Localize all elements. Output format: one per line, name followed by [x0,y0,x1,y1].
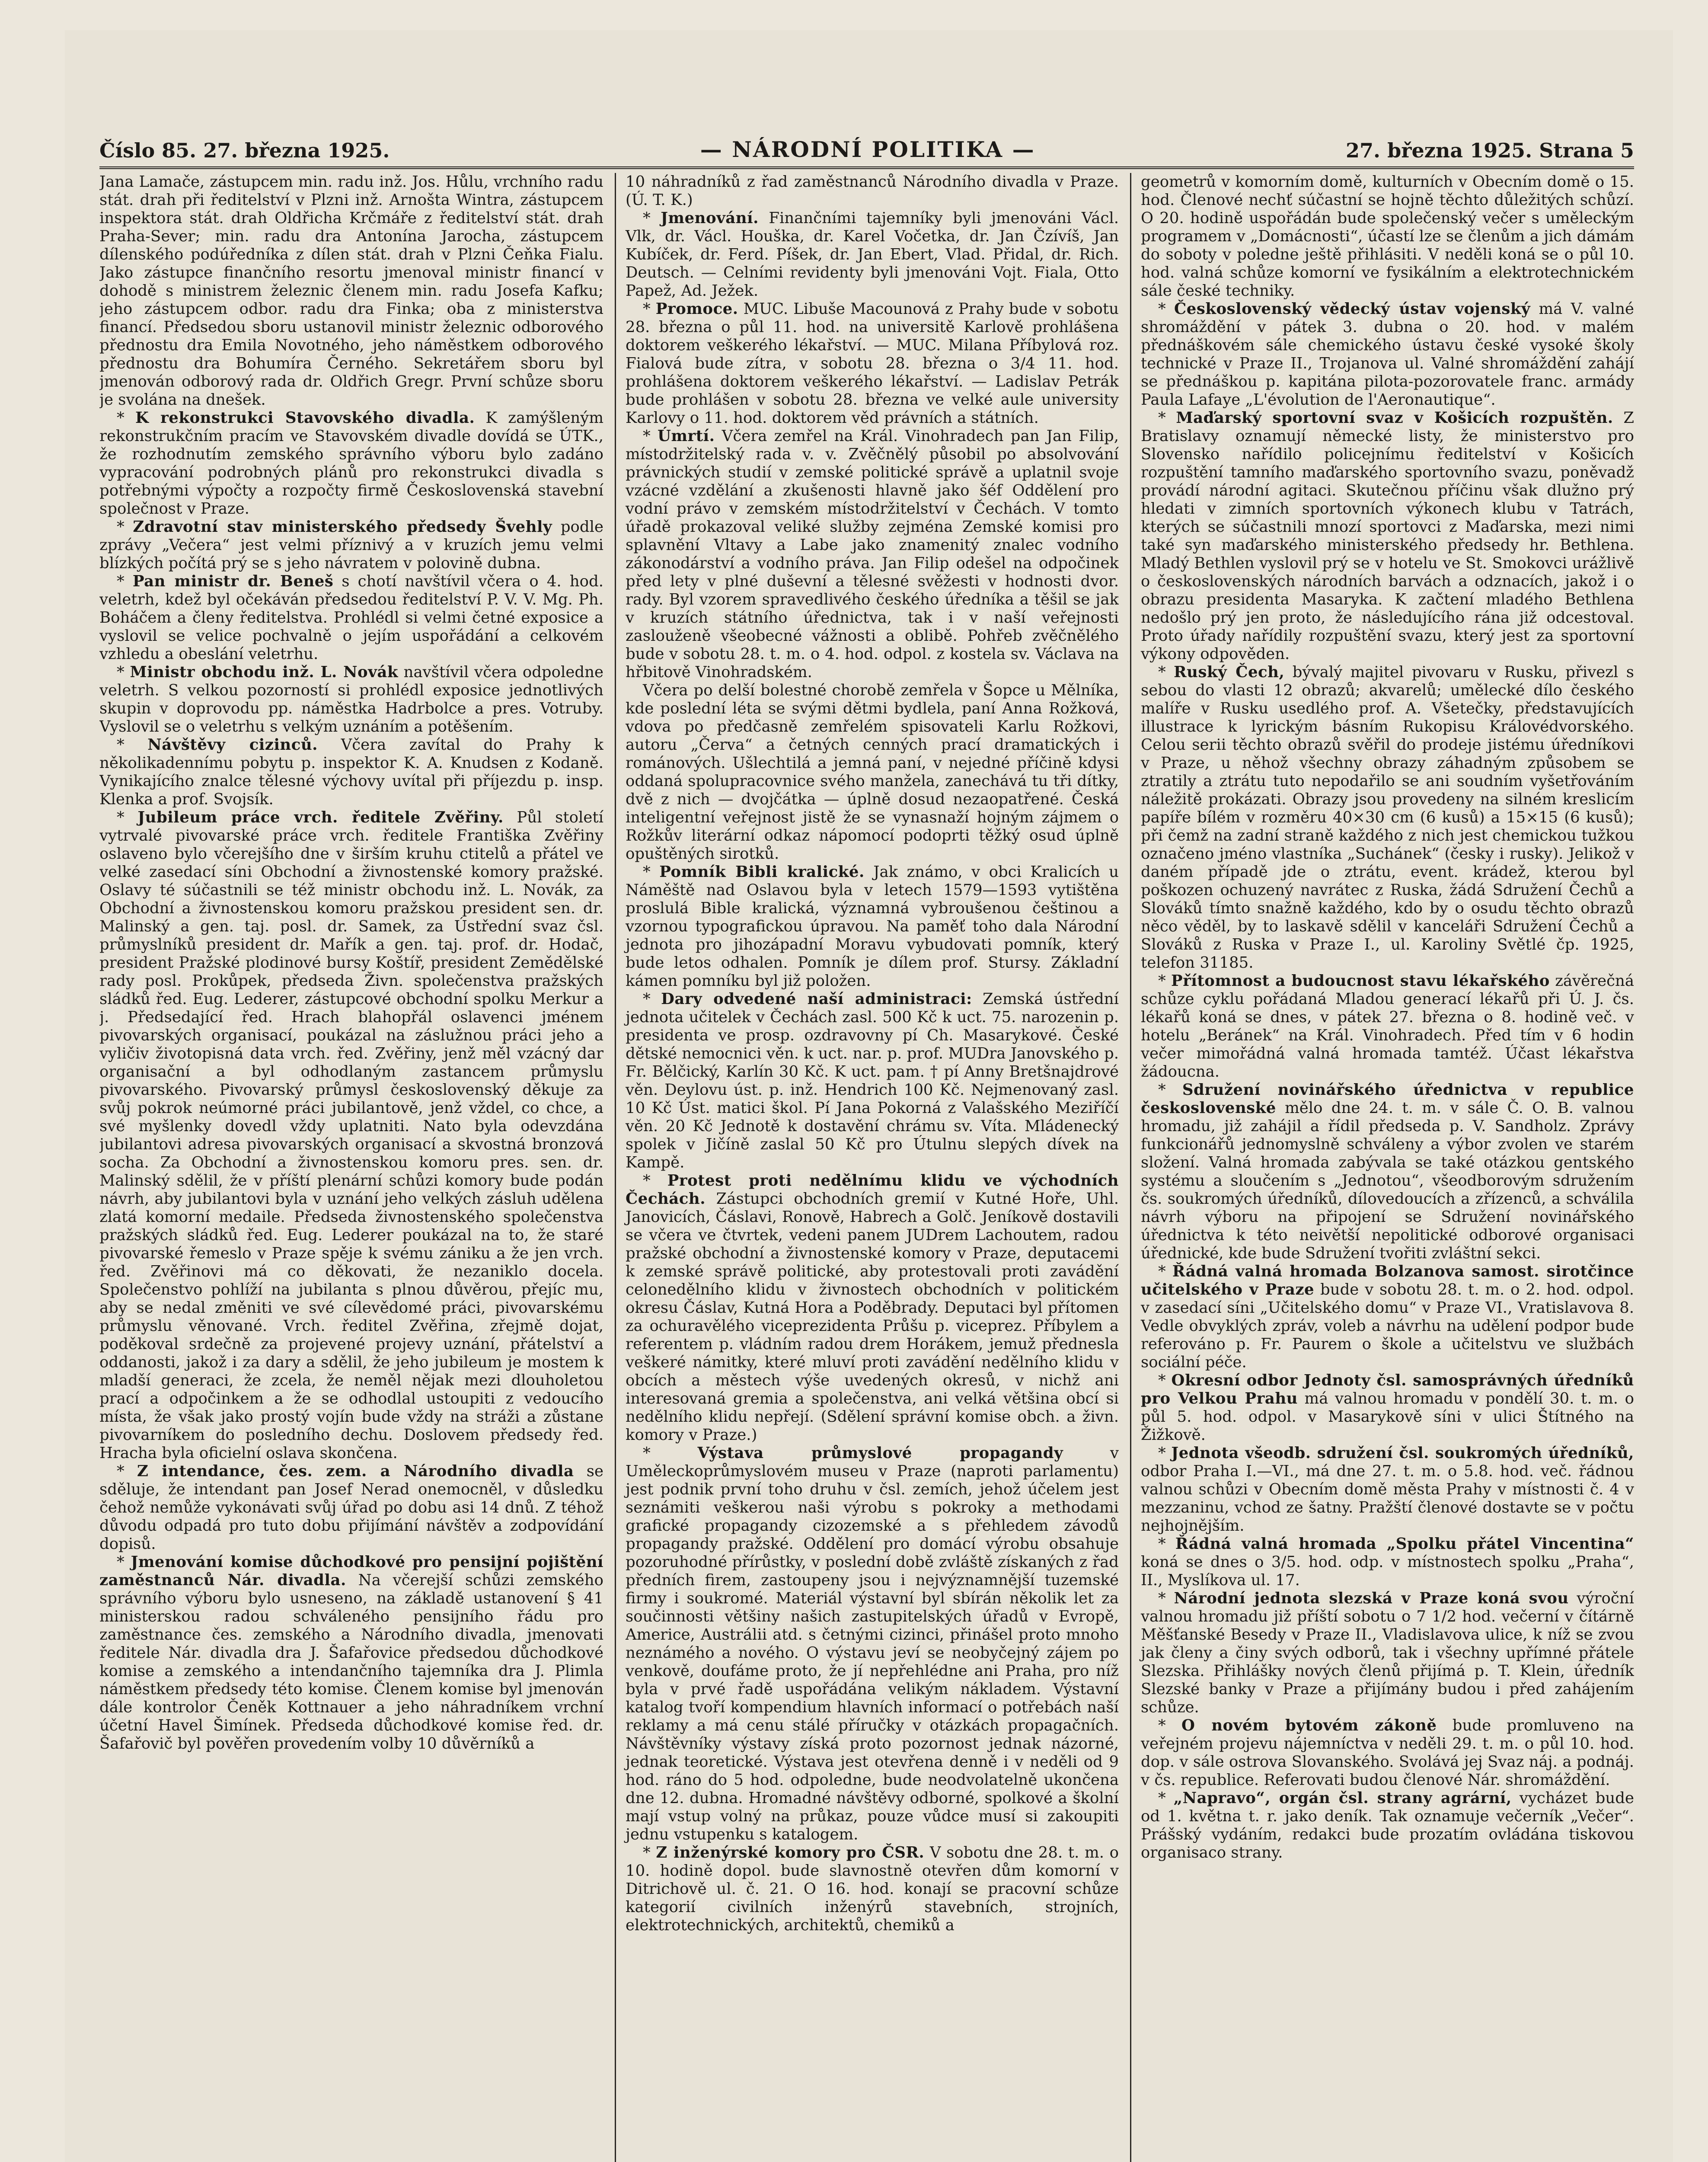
news-item-heading: Československý vědecký ústav vojenský [1174,300,1531,318]
news-item-heading: Ministr obchodu inž. L. Novák [130,663,398,681]
news-item-heading: Návštěvy cizinců. [147,736,318,754]
news-item-heading: Maďarský sportovní svaz v Košicích rozpuštěn. [1176,409,1613,427]
news-item: * Československý vědecký ústav vojenský má V. valné shromáždění v pátek 3. dubna o 20. hod. v malém přednáškovém sále chemického ústavu české vysoké školy technické v Praze II., Trojanova ul. Valné shromáždění zahájí se přednáškou p. kapitána pilota-pozorovatele franc. armády Paula Lafaye „L'évolution de l'Aeronautique“. [1141,300,1634,409]
news-item-text: vycházet bude od 1. května t. r. jako deník. Tak oznamuje večerník „Večer“. Prášský vydáním, redakci bude prozatím ovládána tiskovou organisaco strany. [1141,1789,1634,1861]
news-item-text: K zamýšleným rekonstrukčním pracím ve Stavovském divadle dovídá se ÚTK., že rozhodnutím zemského správního výboru bylo zadáno vypracování podrobných plánů pro rekonstrukci divadla s potřebnými výpočty a rozpočty firmě Československá stavební společnost v Praze. [99,409,603,518]
news-item: * Přítomnost a budoucnost stavu lékařského závěrečná schůze cyklu pořádaná Mladou generací lékařů při Ú. J. čs. lékařů koná se dnes, v pátek 27. března o 8. hodině več. v hotelu „Beránek“ na Král. Vinohradech. Před tím v 6 hodin večer mimořádná valná hromada tamtéž. Účast lékařstva žádoucna. [1141,972,1634,1081]
news-item: * Jubileum práce vrch. ředitele Zvěřiny. Půl století vytrvalé pivovarské práce vrch. ředitele Františka Zvěřiny oslaveno bylo včerejšího dne v širším kruhu ctitelů a přátel ve velké zasedací síni Obchodní a živnostenské komory pražské. Oslavy té súčastnili se též ministr obchodu inž. L. Novák, za Obchodní a živnostenskou komoru pražskou president sen. dr. Malinský a gen. taj. posl. dr. Samek, za Ústřední svaz čsl. průmyslníků president dr. Mařík a gen. taj. prof. dr. Hodač, president Pražské plodinové bursy Koštíř, president Zemědělské rady posl. Prokůpek, předseda Živn. společenstva pražských sládků řed. Eug. Lederer, zástupcové obchodní spolku Merkur a j. Předsedající řed. Hrach blahopřál oslavenci jménem pivovarských organisací, poukázal na záslužnou práci jeho a vyličiv životopisná data vrch. řed. Zvěřiny, jenž měl vzácný dar organisační a byl odhodlaným zastancem průmyslu pivovarského. Pivovarský průmysl československý děkuje za svůj pokrok neúmorné práci jubilantově, jenž vždel, co chce, a své myšlenky dovedl vždy uplatniti. Nato byla odevzdána jubilantovi adresa pivovarských organisací a skvostná bronzová socha. Za Obchodní a živnostenskou komoru pres. sen. dr. Malinský sdělil, že v příští plenární schůzi komory bude podán návrh, aby jubilantovi byla v uznání jeho velkých zásluh udělena zlatá komorní medaile. Předseda živnostenského společenstva pražských sládků řed. Eug. Lederer poukázal na to, že staré pivovarské řemeslo v Praze spěje k svému zániku a že jen vrch. řed. Zvěřinovi má co děkovati, že nezaniklo docela. Společenstvo pohlíží na jubilanta s plnou důvěrou, přejíc mu, aby se nedal změniti ve své cílevědomé práci, pivovarskému průmyslu věnované. Vrch. ředitel Zvěřina, zřejmě dojat, poděkoval srdečně za projevené projevy uznání, přátelství a oddanosti, jakož i za dary a sdělil, že jeho jubileum je mostem k mladší generaci, že zcela, že neměl nějak mezi dlouholetou prací a odpočinkem a že se odhodlal ustoupiti z vedoucího místa, že však jako prostý vojín bude vždy na stráži a zůstane pivovarníkem do posledního dechu. Doslovem předsedy řed. Hracha byla oficielní oslava skončena. [99,809,603,1462]
news-item-text: Včera po delší bolestné chorobě zemřela v Šopce u Mělníka, kde poslední léta se svými dětmi bydlela, paní Anna Rožková, vdova po předčasně zemřelém spisovateli Karlu Rožkovi, autoru „Červa“ a četných cenných prací dramatických i románových. Ušlechtilá a jemná paní, v nejedné příčině kdysi oddaná spolupracovnice svého manžela, zanechává tu tři dítky, dvě z nich — dvojčátka — úplně dosud nezaopatřené. Česká inteligentní veřejnost jistě že se vynasnaží hojným zájmem o Rožkův literární odkaz nápomocí podoprti těžký osud úplně opuštěných sirotků. [626,681,1119,863]
news-item: * O novém bytovém zákoně bude promluveno na veřejném projevu nájemníctva v neděli 29. t. m. o půl 10. hod. dop. v sále ostrova Slovanského. Svolává jej Svaz náj. a podnáj. v čs. republice. Referovati budou členové Nár. shromáždění. [1141,1717,1634,1789]
news-item-heading: Sdružení novinářského úřednictva v republice československé [1141,1081,1634,1117]
news-item: * Úmrtí. Včera zemřel na Král. Vinohradech pan Jan Filip, místodržitelský rada v. v. Zvěčnělý působil po absolvování právnických studií v zemské politické správě a uplatnil svoje vzácné vzdělání a zkušenosti hlavně jako šéf Oddělení pro vodní právo v zemském místodržitelství v Čechách. V tomto úřadě prokazoval veliké služby zejména Zemské komisi pro splavnění Vltavy a Labe jako znamenitý znalec vodního zákonodárství a vodního práva. Jan Filip odešel na odpočinek před lety v plné duševní a tělesné svěžesti v hodnosti dvor. rady. Byl vzorem spravedlivého českého úředníka a těšil se jak v kruzích státního úřednictva, tak i v naší veřejnosti zaslouženě všeobecné vážnosti a oblibě. Pohřeb zvěčnělého bude v sobotu 28. t. m. o 4. hod. odpol. z kostela sv. Václava na hřbitově Vinohradském. [626,427,1119,681]
news-item-text: Jak známo, v obci Kralicích u Náměště nad Oslavou byla v letech 1579—1593 vytištěna proslulá Bible kralická, významná vybroušenou češtinou a vzornou typografickou úpravou. Na paměť toho dala Národní jednota pro jihozápadní Moravu vybudovati pomník, který bude letos odhalen. Pomník je dílem prof. Stursy. Základní kámen pomníku byl již položen. [626,863,1119,990]
news-item-heading: Výstava průmyslové propagandy [697,1444,1063,1462]
news-item-text: Včera zavítal do Prahy k několikadennímu pobytu p. inspektor K. A. Knudsen z Kodaně. Vynikajícího znalce tělesné výchovy uvítal při příjezdu p. insp. Klenka a prof. Svojsík. [99,736,603,808]
news-item: * Řádná valná hromada „Spolku přátel Vincentina“ koná se dnes o 3/5. hod. odp. v místnostech spolku „Praha“, II., Myslíkova ul. 17. [1141,1535,1634,1589]
column-2 [615,173,1119,2162]
date-and-page: 27. března 1925. Strana 5 [1346,139,1634,162]
news-item [99,173,603,409]
issue-number: Číslo 85. 27. března 1925. [99,139,390,162]
news-item-heading: Dary odvedené naší administraci: [661,990,972,1008]
news-item-text: má V. valné shromáždění v pátek 3. dubna o 20. hod. v malém přednáškovém sále chemického ústavu české vysoké školy technické v Praze II., Trojanova ul. Valné shromáždění zahájí se přednáškou p. kapitána pilota-pozorovatele franc. armády Paula Lafaye „L'évolution de l'Aeronautique“. [1141,300,1634,409]
news-item [626,173,1119,209]
news-item: * Z inženýrské komory pro ČSR. V sobotu dne 28. t. m. o 10. hodině dopol. bude slavnostně otevřen dům komorní v Ditrichově ul. č. 21. O 16. hod. konají se pracovní schůze kategorií civilních inženýrů stavebních, strojních, elektrotechnických, architektů, chemiků a [626,1844,1119,1934]
news-item-heading: Jmenování komise důchodkové pro pensijní pojištění zaměstnanců Nár. divadla. [99,1553,603,1589]
news-item-heading: Řádná valná hromada Bolzanova samost. sirotčince učitelského v Praze [1141,1263,1634,1298]
news-item-heading: Z inženýrské komory pro ČSR. [656,1844,925,1861]
news-item-text: Včera zemřel na Král. Vinohradech pan Jan Filip, místodržitelský rada v. v. Zvěčnělý působil po absolvování právnických studií v zemské politické správě a uplatnil svoje vzácné vzdělání a zkušenosti hlavně jako šéf Oddělení pro vodní právo v zemském místodržitelství v Čechách. V tomto úřadě prokazoval veliké služby zejména Zemské komisi pro splavnění Vltavy a Labe jako znamenitý znalec vodního zákonodárství a vodního práva. Jan Filip odešel na odpočinek před lety v plné duševní a tělesné svěžesti v hodnosti dvor. rady. Byl vzorem spravedlivého českého úředníka a těšil se jak v kruzích státního úřednictva, tak i v naší veřejnosti zaslouženě všeobecné vážnosti a oblibě. Pohřeb zvěčnělého bude v sobotu 28. t. m. o 4. hod. odpol. z kostela sv. Václava na hřbitově Vinohradském. [626,427,1119,681]
news-item-text: V sobotu dne 28. t. m. o 10. hodině dopol. bude slavnostně otevřen dům komorní v Ditrichově ul. č. 21. O 16. hod. konají se pracovní schůze kategorií civilních inženýrů stavebních, strojních, elektrotechnických, architektů, chemiků a [626,1844,1119,1934]
news-item: * Návštěvy cizinců. Včera zavítal do Prahy k několikadennímu pobytu p. inspektor K. A. Knudsen z Kodaně. Vynikajícího znalce tělesné výchovy uvítal při příjezdu p. insp. Klenka a prof. Svojsík. [99,736,603,808]
news-item-heading: K rekonstrukci Stavovského divadla. [135,409,475,427]
news-item-heading: Protest proti nedělnímu klidu ve východních Čechách. [626,1172,1119,1208]
news-item: * K rekonstrukci Stavovského divadla. K zamýšleným rekonstrukčním pracím ve Stavovském divadle dovídá se ÚTK., že rozhodnutím zemského správního výboru bylo zadáno vypracování podrobných plánů pro rekonstrukci divadla s potřebnými výpočty a rozpočty firmě Československá stavební společnost v Praze. [99,409,603,518]
news-item-text: Jana Lamače, zástupcem min. radu inž. Jos. Hůlu, vrchního radu stát. drah při ředitelství v Plzni inž. Arnošta Wintra, zástupcem inspektora stát. drah Oldřicha Krčmáře z ředitelství stát. drah Praha-Sever; min. radu dra Antonína Jarocha, zástupcem dílenského podúředníka z dílen stát. drah v Plzni Čeňka Fialu. Jako zástupce finančního resortu jmenoval ministr financí v dohodě s ministrem železnic členem min. radu Josefa Kafku; jeho zástupcem odbor. radu dra Finka; oba z ministerstva financí. Předsedou sboru ustanovil ministr železnic odborového přednostu dra Emila Novotného, jeho náměstkem odborového přednostu dra Bohumíra Černého. Sekretářem sboru byl jmenován odborový rada dr. Oldřich Gregr. První schůze sboru je svolána na dnešek. [99,173,603,409]
news-item-text: podle zprávy „Večera“ jest velmi příznivý a v kruzích jemu velmi blízkých počítá prý se s jeho návratem v polovině dubna. [99,518,603,572]
news-item-heading: Okresní odbor Jednoty čsl. samosprávných úředníků pro Velkou Prahu [1141,1372,1634,1407]
news-item-heading: Pan ministr dr. Beneš [132,572,334,590]
news-item: * Pan ministr dr. Beneš s chotí navštívil včera o 4. hod. veletrh, kdež byl očekáván předsedou ředitelství P. V. V. Mg. Ph. Boháčem a členy ředitelstva. Prohlédl si velmi četné exposice a vyslovil se velice pochvalně o jejím uspořádání a celkovém vzhledu a obeslání veletrhu. [99,572,603,663]
newspaper-title: — NÁRODNÍ POLITIKA — [700,137,1035,162]
news-item-text: Z Bratislavy oznamují německé listy, že ministerstvo pro Slovensko nařídilo policejnímu ředitelství v Košicích rozpuštění tamního maďarského sportovního svazu, poněvadž provádí národní agitaci. Skutečnou příčinu však dlužno prý hledati v zimních sportovních výkonech klubu v Tatrách, kterých se súčastnili mnozí sportovci z Maďarska, mezi nimi také syn maďarského ministerského předsedy hr. Bethlena. Mladý Bethlen vyslovil prý se v hotelu ve St. Smokovci urážlivě o československých národních barvách a odznacích, jakož i o obrazu presidenta Masaryka. K začtení mladého Bethlena nedošlo prý jen proto, že následujícího rána již odcestoval. Proto úřady nařídily rozpuštění svazu, který jest za sportovní výkony odpověden. [1141,409,1634,663]
news-item: * Sdružení novinářského úřednictva v republice československé mělo dne 24. t. m. v sále Č. O. B. valnou hromadu, již zahájil a řídil předseda p. V. Sandholz. Zprávy funkcionářů jednomyslně schváleny a výbor zvolen ve starém složení. Valná hromada zabývala se také otázkou gentského systému a sloučením s „Jednotou“, všeodborovým sdružením čs. soukromých úředníků, dílovedoucích a zřízenců, a schválila návrh výboru na připojení se Sdružení novinářského úřednictva k této neivětší nepolitické odborové organisaci úřednické, kde bude Sdružení tvořiti zvláštní sekci. [1141,1081,1634,1262]
news-item-text: bude promluveno na veřejném projevu nájemníctva v neděli 29. t. m. o půl 10. hod. dop. v sále ostrova Slovanského. Svolává jej Svaz náj. a podnáj. v čs. republice. Referovati budou členové Nár. shromáždění. [1141,1717,1634,1789]
page-header [99,121,1634,169]
news-item: * Výstava průmyslové propagandy v Uměleckoprůmyslovém museu v Praze (naproti parlamentu) jest podnik první toho druhu v čsl. zemích, jehož účelem jest seznámiti veškerou naši výrobu s pokroky a methodami grafické propagandy cizozemské a s přehledem závodů propagandy pražské. Oddělení pro domácí výrobu obsahuje pozoruhodné přírůstky, v poslední době zvláště získaných z řad předních firem, zastoupeny jsou i nejvýznamnější tuzemské firmy i soukromé. Materiál výstavní byl sbírán několik let za součinnosti většiny našich zastupitelských úřadů v Evropě, Americe, Austrálii atd. s četnými cizinci, přinášel proto mnoho neznámého a nového. O výstavu jeví se neobyčejný zájem po venkově, doufáme proto, že jí nepřehlédne ani Praha, pro níž byla v prvé řadě uspořádána velikým nákladem. Výstavní katalog tvoří kompendium hlavních informací o potřebách naší reklamy a má cenu stálé příručky v otázkách propagačních. Návštěvníky výstavy získá proto pozornost jednak názorné, jednak teoretické. Výstava jest otevřena denně i v neděli od 9 hod. ráno do 5 hod. odpoledne, bude neodvolatelně ukončena dne 12. dubna. Hromadné návštěvy odborné, spolkové a školní mají vstup volný na průkaz, pouze vůdce musí si zakoupiti jednu vstupenku s katalogem. [626,1444,1119,1843]
news-item-text: navštívil včera odpoledne veletrh. S velkou pozorností si prohlédl exposice jednotlivých skupin v doprovodu pp. náměstka Hadrbolce a pres. Votruby. Vyslovil se o veletrhu s velkým uznáním a potěšením. [99,663,603,736]
article-columns [99,173,1634,2162]
news-item-heading: Ruský Čech, [1174,663,1285,681]
news-item-heading: O novém bytovém zákoně [1181,1717,1437,1734]
news-item-heading: Národní jednota slezská v Praze koná svou [1174,1590,1569,1607]
news-item: * Jmenování komise důchodkové pro pensijní pojištění zaměstnanců Nár. divadla. Na včerejší schůzi zemského správního výboru bylo usneseno, na základě ustanovení § 41 ministerskou radou schváleného pensijního řádu pro zaměstnance čes. zemského a Národního divadla, jmenovati ředitele Nár. divadla dra J. Šafařovice předsedou důchodkové komise a zemského a intendančního tajemníka dra J. Plimla náměstkem předsedy této komise. Členem komise byl jmenován dále kontrolor Čeněk Kottnauer a jeho náhradníkem vrchní účetní Havel Šimínek. Předseda důchodkové komise řed. dr. Šafařovič byl pověřen provedením volby 10 důvěrníků a [99,1553,603,1753]
news-item-heading: Přítomnost a budoucnost stavu lékařského [1171,972,1550,990]
news-item: * Ruský Čech, bývalý majitel pivovaru v Rusku, přivezl s sebou do vlasti 12 obrazů; akvarelů; umělecké dílo českého malíře v Rusku usedlého prof. A. Všetečky, představujících illustrace k lyrickým básním Rukopisu Královédvorského. Celou serii těchto obrazů svěřil do prodeje jistému úředníkovi v Praze, u něhož všechny obrazy záhadným způsobem se ztratily a ztrátu tuto nepodařilo se ani soudním vyšetřováním náležitě prokázati. Obrazy jsou provedeny na silném kreslicím papíře bílém v rozměru 40×30 cm (6 kusů) a 15×15 (6 kusů); při čemž na zadní straně každého z nich jest chemickou tužkou označeno jméno vlastníka „Suchánek“ (česky i rusky). Jelikož v daném případě jde o ztrátu, event. krádež, kterou byl poškozen ochuzený navrátec z Ruska, žádá Sdružení Čechů a Slováků tímto snažně každého, kdo by o osudu těchto obrazů něco věděl, by to laskavě sdělil v kanceláři Sdružení Čechů a Slováků z Ruska v Praze I., ul. Karoliny Světlé čp. 1925, telefon 31185. [1141,663,1634,972]
news-item-heading: Zdravotní stav ministerského předsedy Švehly [133,518,552,536]
news-item-text: 10 náhradníků z řad zaměstnanců Národního divadla v Praze. (Ú. T. K.) [626,173,1119,209]
news-item-heading: Z intendance, čes. zem. a Národního divadla [137,1462,574,1480]
news-item-text: Půl století vytrvalé pivovarské práce vrch. ředitele Františka Zvěřiny oslaveno bylo včerejšího dne v širším kruhu ctitelů a přátel ve velké zasedací síni Obchodní a živnostenské komory pražské. Oslavy té súčastnili se též ministr obchodu inž. L. Novák, za Obchodní a živnostenskou komoru pražskou president sen. dr. Malinský a gen. taj. posl. dr. Samek, za Ústřední svaz čsl. průmyslníků president dr. Mařík a gen. taj. prof. dr. Hodač, president Pražské plodinové bursy Koštíř, president Zemědělské rady posl. Prokůpek, předseda Živn. společenstva pražských sládků řed. Eug. Lederer, zástupcové obchodní spolku Merkur a j. Předsedající řed. Hrach blahopřál oslavenci jménem pivovarských organisací, poukázal na záslužnou práci jeho a vyličiv životopisná data vrch. řed. Zvěřiny, jenž měl vzácný dar organisační a byl odhodlaným zastancem průmyslu pivovarského. Pivovarský průmysl československý děkuje za svůj pokrok neúmorné práci jubilantově, jenž vždel, co chce, a své myšlenky dovedl vždy uplatniti. Nato byla odevzdána jubilantovi adresa pivovarských organisací a skvostná bronzová socha. Za Obchodní a živnostenskou komoru pres. sen. dr. Malinský sdělil, že v příští plenární schůzi komory bude podán návrh, aby jubilantovi byla v uznání jeho velkých zásluh udělena zlatá komorní medaile. Předseda živnostenského společenstva pražských sládků řed. Eug. Lederer poukázal na to, že staré pivovarské řemeslo v Praze spěje k svému zániku a že jen vrch. řed. Zvěřinovi má co děkovati, že nezaniklo docela. Společenstvo pohlíží na jubilanta s plnou důvěrou, přejíc mu, aby se nedal změniti ve své cílevědomé práci, pivovarskému průmyslu věnované. Vrch. ředitel Zvěřina, zřejmě dojat, poděkoval srdečně za projevené projevy uznání, přátelství a oddanosti, jakož i za dary a sdělil, že jeho jubileum je mostem k mladší generaci, že zcela, že neměl nějak mezi dlouholetou prací a odpočinkem a že se odhodlal ustoupiti z vedoucího místa, že však jako prostý vojín bude vždy na stráži a zůstane pivovarníkem do posledního dechu. Doslovem předsedy řed. Hracha byla oficielní oslava skončena. [99,809,603,1462]
news-item: * Promoce. MUC. Libuše Macounová z Prahy bude v sobotu 28. března o půl 11. hod. na universitě Karlově prohlášena doktorem veškerého lékařství. — MUC. Milana Příbylová roz. Fialová bude zítra, v sobotu 28. března o 3/4 11. hod. prohlášena doktorem veškerého lékařství. — Ladislav Petrák bude prohlášen v sobotu 28. března ve velké aule university Karlovy o 11. hod. doktorem věd právních a státních. [626,300,1119,427]
news-item-text: Zástupci obchodních gremií v Kutné Hoře, Uhl. Janovicích, Čáslavi, Ronově, Habrech a Golč. Jeníkově dostavili se včera ve čtvrtek, vedeni panem JUDrem Lachoutem, radou pražské obchodní a živnostenské komory v Praze, deputacemi k zemské správě politické, aby protestovali proti zavádění celonedělního klidu v živnostech obchodních v politickém okresu Čáslav, Kutná Hora a Poděbrady. Deputaci byl přítomen za ochuravělého viceprezidenta Průšu p. viceprez. Příbylem a referentem p. vládním radou drem Horákem, jemuž přednesla veškeré námitky, které mluví proti zavádění nedělního klidu v obcích a městech výše uvedených okresů, v nichž ani interesovaná gremia a společenstva, ani velká většina obcí si nedělního klidu nepřejí. (Sdělení správní komise obch. a živn. komory v Praze.) [626,1190,1119,1444]
news-item-text: výroční valnou hromadu již příští sobotu o 7 1/2 hod. večerní v čítárně Měšťanské Besedy v Praze II., Vladislavova ulice, k níž se zvou jak členy a činy svých odborů, tak i všechny upřímné přátele Slezska. Přihlášky nových členů přijímá p. T. Klein, úředník Slezské banky v Praze a přijímány budou i před zahájením schůze. [1141,1590,1634,1716]
column-1 [99,173,603,2162]
news-item: * Národní jednota slezská v Praze koná svou výroční valnou hromadu již příští sobotu o 7 1/2 hod. večerní v čítárně Měšťanské Besedy v Praze II., Vladislavova ulice, k níž se zvou jak členy a činy svých odborů, tak i všechny upřímné přátele Slezska. Přihlášky nových členů přijímá p. T. Klein, úředník Slezské banky v Praze a přijímány budou i před zahájením schůze. [1141,1590,1634,1716]
news-item [1141,173,1634,300]
news-item: * Ministr obchodu inž. L. Novák navštívil včera odpoledne veletrh. S velkou pozorností si prohlédl exposice jednotlivých skupin v doprovodu pp. náměstka Hadrbolce a pres. Votruby. Vyslovil se o veletrhu s velkým uznáním a potěšením. [99,663,603,736]
newspaper-page [65,30,1673,2162]
news-item: * „Napravo“, orgán čsl. strany agrární, vycházet bude od 1. května t. r. jako deník. Tak oznamuje večerník „Večer“. Prášský vydáním, redakci bude prozatím ovládána tiskovou organisaco strany. [1141,1789,1634,1861]
news-item-text: bývalý majitel pivovaru v Rusku, přivezl s sebou do vlasti 12 obrazů; akvarelů; umělecké dílo českého malíře v Rusku usedlého prof. A. Všetečky, představujících illustrace k lyrickým básním Rukopisu Královédvorského. Celou serii těchto obrazů svěřil do prodeje jistému úředníkovi v Praze, u něhož všechny obrazy záhadným způsobem se ztratily a ztrátu tuto nepodařilo se ani soudním vyšetřováním náležitě prokázati. Obrazy jsou provedeny na silném kreslicím papíře bílém v rozměru 40×30 cm (6 kusů) a 15×15 (6 kusů); při čemž na zadní straně každého z nich jest chemickou tužkou označeno jméno vlastníka „Suchánek“ (česky i rusky). Jelikož v daném případě jde o ztrátu, event. krádež, kterou byl poškozen ochuzený navrátec z Ruska, žádá Sdružení Čechů a Slováků tímto snažně každého, kdo by o osudu těchto obrazů něco věděl, by to laskavě sdělil v kanceláři Sdružení Čechů a Slováků z Ruska v Praze I., ul. Karoliny Světlé čp. 1925, telefon 31185. [1141,663,1634,972]
news-item: * Maďarský sportovní svaz v Košicích rozpuštěn. Z Bratislavy oznamují německé listy, že ministerstvo pro Slovensko nařídilo policejnímu ředitelství v Košicích rozpuštění tamního maďarského sportovního svazu, poněvadž provádí národní agitaci. Skutečnou příčinu však dlužno prý hledati v zimních sportovních výkonech klubu v Tatrách, kterých se súčastnili mnozí sportovci z Maďarska, mezi nimi také syn maďarského ministerského předsedy hr. Bethlena. Mladý Bethlen vyslovil prý se v hotelu ve St. Smokovci urážlivě o československých národních barvách a odznacích, jakož i o obrazu presidenta Masaryka. K začtení mladého Bethlena nedošlo prý jen proto, že následujícího rána již odcestoval. Proto úřady nařídily rozpuštění svazu, který jest za sportovní výkony odpověden. [1141,409,1634,663]
news-item-text: v Uměleckoprůmyslovém museu v Praze (naproti parlamentu) jest podnik první toho druhu v čsl. zemích, jehož účelem jest seznámiti veškerou naši výrobu s pokroky a methodami grafické propagandy cizozemské a s přehledem závodů propagandy pražské. Oddělení pro domácí výrobu obsahuje pozoruhodné přírůstky, v poslední době zvláště získaných z řad předních firem, zastoupeny jsou i nejvýznamnější tuzemské firmy i soukromé. Materiál výstavní byl sbírán několik let za součinnosti většiny našich zastupitelských úřadů v Evropě, Americe, Austrálii atd. s četnými cizinci, přinášel proto mnoho neznámého a nového. O výstavu jeví se neobyčejný zájem po venkově, doufáme proto, že jí nepřehlédne ani Praha, pro níž byla v prvé řadě uspořádána velikým nákladem. Výstavní katalog tvoří kompendium hlavních informací o potřebách naší reklamy a má cenu stálé příručky v otázkách propagačních. Návštěvníky výstavy získá proto pozornost jednak názorné, jednak teoretické. Výstava jest otevřena denně i v neděli od 9 hod. ráno do 5 hod. odpoledne, bude neodvolatelně ukončena dne 12. dubna. Hromadné návštěvy odborné, spolkové a školní mají vstup volný na průkaz, pouze vůdce musí si zakoupiti jednu vstupenku s katalogem. [626,1444,1119,1843]
column-3 [1130,173,1634,2162]
news-item-text: má valnou hromadu v pondělí 30. t. m. o půl 5. hod. odpol. v Masarykově síni v ulici Štítného na Žižkově. [1141,1390,1634,1444]
news-item-text: Zemská ústřední jednota učitelek v Čechách zasl. 500 Kč k uct. 75. narozenin p. presidenta ve prosp. ozdravovny pí Ch. Masarykové. České dětské nemocnici věn. k uct. nar. p. prof. MUDra Janovského p. Fr. Bělčický, Karlín 30 Kč. K uct. pam. † pí Anny Bretšnajdrové věn. Deylovu úst. p. inž. Hendrich 100 Kč. Nejmenovaný zasl. 10 Kč Úst. matici škol. Pí Jana Pokorná z Valašského Meziříčí věn. 20 Kč Jednotě k dostavění chrámu sv. Víta. Mládenecký spolek v Jičíně zaslal 50 Kč pro Útulnu slepých dívek na Kampě. [626,990,1119,1171]
news-item-heading: Úmrtí. [658,427,715,445]
news-item: * Dary odvedené naší administraci: Zemská ústřední jednota učitelek v Čechách zasl. 500 Kč k uct. 75. narozenin p. presidenta ve prosp. ozdravovny pí Ch. Masarykové. České dětské nemocnici věn. k uct. nar. p. prof. MUDra Janovského p. Fr. Bělčický, Karlín 30 Kč. K uct. pam. † pí Anny Bretšnajdrové věn. Deylovu úst. p. inž. Hendrich 100 Kč. Nejmenovaný zasl. 10 Kč Úst. matici škol. Pí Jana Pokorná z Valašského Meziříčí věn. 20 Kč Jednotě k dostavění chrámu sv. Víta. Mládenecký spolek v Jičíně zaslal 50 Kč pro Útulnu slepých dívek na Kampě. [626,990,1119,1171]
news-item-text: geometrů v komorním domě, kulturních v Obecním domě o 15. hod. Členové nechť súčastní se hojně těchto důležitých schůzí. O 20. hodině uspořádán bude společenský večer s uměleckým programem v „Domácnosti“, účastí lze se členům a jich dámám do soboty v poledne ještě přihlásiti. V neděli koná se o půl 10. hod. valná schůze komorní ve fysikálním a elektrotechnickém sále české techniky. [1141,173,1634,300]
news-item: * Z intendance, čes. zem. a Národního divadla se sděluje, že intendant pan Josef Nerad onemocněl, v důsledku čehož nemůže vykonávati svůj úřad po dobu asi 14 dnů. Z téhož důvodu odpadá pro tuto dobu přijímání návštěv a zodpovídání dopisů. [99,1462,603,1553]
news-item-text: Finančními tajemníky byli jmenováni Václ. Vlk, dr. Václ. Houška, dr. Karel Vočetka, dr. Jan Čzívíš, Jan Kubíček, dr. Ferd. Píšek, dr. Jan Ebert, Vlad. Přidal, dr. Rich. Deutsch. — Celními revidenty byli jmenováni Vojt. Fiala, Otto Papež, Ad. Ježek. [626,209,1119,300]
news-item-text: se sděluje, že intendant pan Josef Nerad onemocněl, v důsledku čehož nemůže vykonávati svůj úřad po dobu asi 14 dnů. Z téhož důvodu odpadá pro tuto dobu přijímání návštěv a zodpovídání dopisů. [99,1462,603,1553]
news-item-text: bude v sobotu 28. t. m. o 2. hod. odpol. v zasedací síni „Učitelského domu“ v Praze VI., Vratislavova 8. Vedle obvyklých zpráv, voleb a návrhu na udělení podpor bude referováno p. Fr. Paurem o škole a učitelstvu ve službách sociální péče. [1141,1281,1634,1371]
news-item-heading: Jednota všeodb. sdružení čsl. soukromých úředníků, [1171,1444,1634,1462]
news-item-heading: Promoce. [655,300,738,318]
news-item-text: mělo dne 24. t. m. v sále Č. O. B. valnou hromadu, již zahájil a řídil předseda p. V. Sandholz. Zprávy funkcionářů jednomyslně schváleny a výbor zvolen ve starém složení. Valná hromada zabývala se také otázkou gentského systému a sloučením s „Jednotou“, všeodborovým sdružením čs. soukromých úředníků, dílovedoucích a zřízenců, a schválila návrh výboru na připojení se Sdružení novinářského úřednictva k této neivětší nepolitické odborové organisaci úřednické, kde bude Sdružení tvořiti zvláštní sekci. [1141,1099,1634,1262]
news-item-text: MUC. Libuše Macounová z Prahy bude v sobotu 28. března o půl 11. hod. na universitě Karlově prohlášena doktorem veškerého lékařství. — MUC. Milana Příbylová roz. Fialová bude zítra, v sobotu 28. března o 3/4 11. hod. prohlášena doktorem veškerého lékařství. — Ladislav Petrák bude prohlášen v sobotu 28. března ve velké aule university Karlovy o 11. hod. doktorem věd právních a státních. [626,300,1119,427]
news-item-text: Na včerejší schůzi zemského správního výboru bylo usneseno, na základě ustanovení § 41 ministerskou radou schváleného pensijního řádu pro zaměstnance čes. zemského a Národního divadla, jmenovati ředitele Nár. divadla dra J. Šafařovice předsedou důchodkové komise a zemského a intendančního tajemníka dra J. Plimla náměstkem předsedy této komise. Členem komise byl jmenován dále kontrolor Čeněk Kottnauer a jeho náhradníkem vrchní účetní Havel Šimínek. Předseda důchodkové komise řed. dr. Šafařovič byl pověřen provedením volby 10 důvěrníků a [99,1571,603,1753]
news-item-heading: „Napravo“, orgán čsl. strany agrární, [1173,1789,1512,1807]
news-item-text: odbor Praha I.—VI., má dne 27. t. m. o 5.8. hod. več. řádnou valnou schůzi v Obecním domě města Prahy v místnosti č. 4 v mezzaninu, vchod ze šatny. Pražští členové dostavte se v počtu nejhojnějším. [1141,1462,1634,1535]
news-item: * Okresní odbor Jednoty čsl. samosprávných úředníků pro Velkou Prahu má valnou hromadu v pondělí 30. t. m. o půl 5. hod. odpol. v Masarykově síni v ulici Štítného na Žižkově. [1141,1372,1634,1444]
news-item-heading: Pomník Bibli kralické. [659,863,865,881]
news-item-text: koná se dnes o 3/5. hod. odp. v místnostech spolku „Praha“, II., Myslíkova ul. 17. [1141,1553,1634,1589]
news-item-heading: Řádná valná hromada „Spolku přátel Vincentina“ [1175,1535,1634,1553]
news-item-text: s chotí navštívil včera o 4. hod. veletrh, kdež byl očekáván předsedou ředitelství P. V. V. Mg. Ph. Boháčem a členy ředitelstva. Prohlédl si velmi četné exposice a vyslovil se velice pochvalně o jejím uspořádání a celkovém vzhledu a obeslání veletrhu. [99,572,603,663]
news-item: * Zdravotní stav ministerského předsedy Švehly podle zprávy „Večera“ jest velmi příznivý a v kruzích jemu velmi blízkých počítá prý se s jeho návratem v polovině dubna. [99,518,603,572]
news-item: * Protest proti nedělnímu klidu ve východních Čechách. Zástupci obchodních gremií v Kutné Hoře, Uhl. Janovicích, Čáslavi, Ronově, Habrech a Golč. Jeníkově dostavili se včera ve čtvrtek, vedeni panem JUDrem Lachoutem, radou pražské obchodní a živnostenské komory v Praze, deputacemi k zemské správě politické, aby protestovali proti zavádění celonedělního klidu v živnostech obchodních v politickém okresu Čáslav, Kutná Hora a Poděbrady. Deputaci byl přítomen za ochuravělého viceprezidenta Průšu p. viceprez. Příbylem a referentem p. vládním radou drem Horákem, jemuž přednesla veškeré námitky, které mluví proti zavádění nedělního klidu v obcích a městech výše uvedených okresů, v nichž ani interesovaná gremia a společenstva, ani velká většina obcí si nedělního klidu nepřejí. (Sdělení správní komise obch. a živn. komory v Praze.) [626,1172,1119,1444]
news-item: * Pomník Bibli kralické. Jak známo, v obci Kralicích u Náměště nad Oslavou byla v letech 1579—1593 vytištěna proslulá Bible kralická, významná vybroušenou češtinou a vzornou typografickou úpravou. Na paměť toho dala Národní jednota pro jihozápadní Moravu vybudovati pomník, který bude letos odhalen. Pomník je dílem prof. Stursy. Základní kámen pomníku byl již položen. [626,863,1119,990]
news-item [626,681,1119,863]
news-item-heading: Jmenování. [661,209,759,227]
news-item-text: závěrečná schůze cyklu pořádaná Mladou generací lékařů při Ú. J. čs. lékařů koná se dnes, v pátek 27. března o 8. hodině več. v hotelu „Beránek“ na Král. Vinohradech. Před tím v 6 hodin večer mimořádná valná hromada tamtéž. Účast lékařstva žádoucna. [1141,972,1634,1081]
news-item: * Jmenování. Finančními tajemníky byli jmenováni Václ. Vlk, dr. Václ. Houška, dr. Karel Vočetka, dr. Jan Čzívíš, Jan Kubíček, dr. Ferd. Píšek, dr. Jan Ebert, Vlad. Přidal, dr. Rich. Deutsch. — Celními revidenty byli jmenováni Vojt. Fiala, Otto Papež, Ad. Ježek. [626,209,1119,300]
news-item: * Jednota všeodb. sdružení čsl. soukromých úředníků, odbor Praha I.—VI., má dne 27. t. m. o 5.8. hod. več. řádnou valnou schůzi v Obecním domě města Prahy v místnosti č. 4 v mezzaninu, vchod ze šatny. Pražští členové dostavte se v počtu nejhojnějším. [1141,1444,1634,1535]
news-item-heading: Jubileum práce vrch. ředitele Zvěřiny. [137,809,504,826]
news-item: * Řádná valná hromada Bolzanova samost. sirotčince učitelského v Praze bude v sobotu 28. t. m. o 2. hod. odpol. v zasedací síni „Učitelského domu“ v Praze VI., Vratislavova 8. Vedle obvyklých zpráv, voleb a návrhu na udělení podpor bude referováno p. Fr. Paurem o škole a učitelstvu ve službách sociální péče. [1141,1263,1634,1371]
